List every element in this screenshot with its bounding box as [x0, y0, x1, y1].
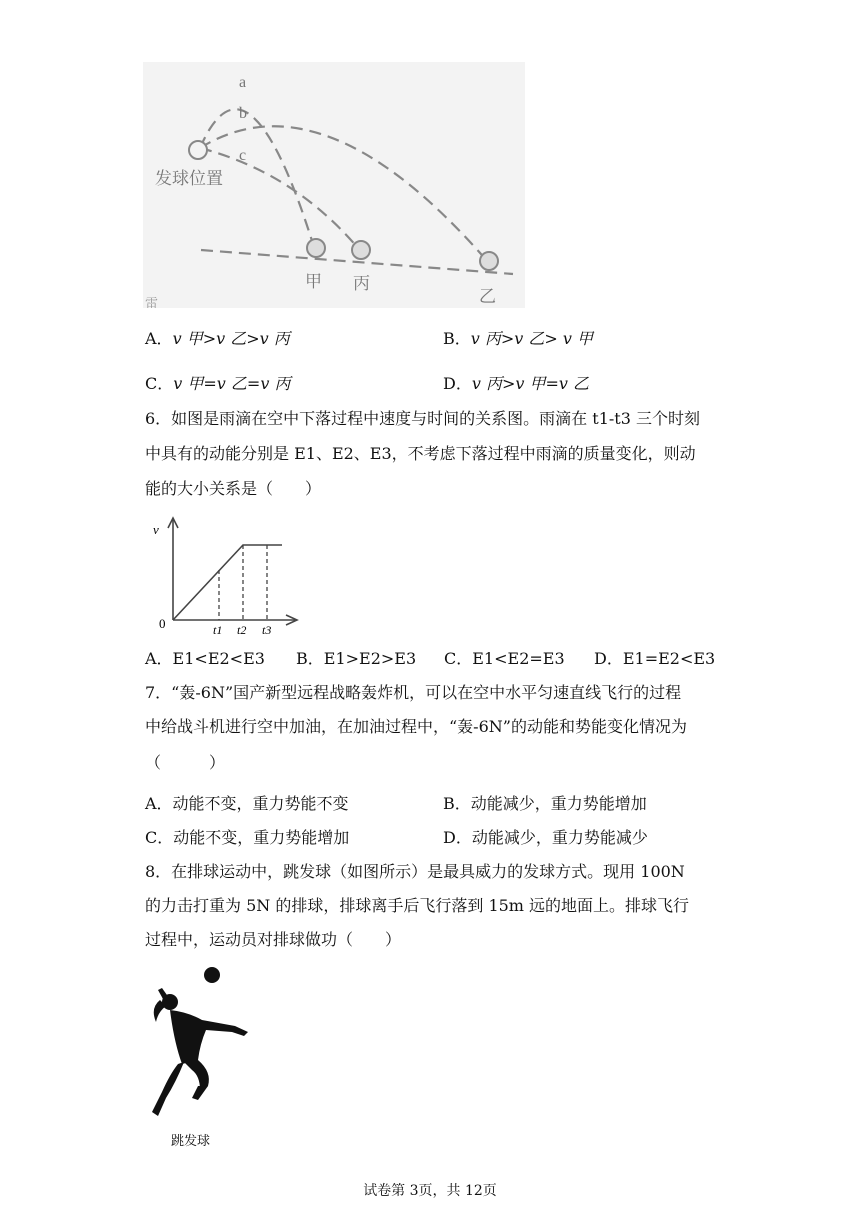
page-footer: 试卷第 3页，共 12页	[363, 1183, 497, 1199]
label-c: c	[239, 147, 247, 164]
label-b: b	[239, 105, 247, 122]
ball-yi	[480, 252, 498, 270]
label-jia: 甲	[305, 272, 322, 292]
q6-velocity-time-graph	[145, 512, 305, 636]
jump-serve-figure	[140, 960, 260, 1130]
q6-stem-line2: 中具有的动能分别是 E1、E2、E3，不考虑下落过程中雨滴的质量变化，则动	[145, 444, 696, 463]
q8-stem-line1: 8．在排球运动中，跳发球（如图所示）是最具威力的发球方式。现用 100N	[145, 862, 685, 881]
graph-v-label: v	[153, 522, 159, 537]
q6-option-a: A．E1<E2<E3	[145, 649, 265, 668]
q5-trajectory-figure	[143, 62, 525, 308]
q6-stem-line3: 能的大小关系是（ ）	[145, 479, 322, 498]
q6-option-d: D．E1=E2<E3	[594, 649, 716, 668]
label-yi: 乙	[479, 287, 496, 307]
q6-option-c: C．E1<E2=E3	[444, 649, 565, 668]
q7-option-a: A．动能不变，重力势能不变	[145, 794, 349, 813]
q7-stem-line1: 7．“轰-6N”国产新型远程战略轰炸机，可以在空中水平匀速直线飞行的过程	[145, 683, 682, 702]
q5-option-d-row: D．v 丙>v 甲=v 乙	[443, 374, 590, 393]
q5-option-a-row: A．v 甲>v 乙>v 丙	[145, 329, 290, 348]
ball-bing	[352, 241, 370, 259]
label-a: a	[239, 74, 247, 91]
ball-jia	[307, 239, 325, 257]
q6-option-b: B．E1>E2>E3	[296, 649, 417, 668]
velocity-line	[173, 545, 282, 620]
q7-option-b: B．动能减少，重力势能增加	[443, 794, 647, 813]
q5-option-c-row: C．v 甲=v 乙=v 丙	[145, 374, 291, 393]
q7-stem-line3: （ ）	[145, 753, 226, 772]
volleyball-icon	[204, 967, 220, 983]
q7-stem-line2: 中给战斗机进行空中加油，在加油过程中，“轰-6N”的动能和势能变化情况为	[145, 717, 687, 736]
path-c	[200, 148, 358, 248]
q7-option-d: D．动能减少，重力势能减少	[443, 828, 648, 847]
serve-ball	[189, 141, 207, 159]
q5-option-b-row: B．v 丙>v 乙> v 甲	[443, 329, 594, 348]
graph-t1-label: t1	[213, 623, 223, 636]
q8-stem-line2: 的力击打重为 5N 的排球，排球离手后飞行落到 15m 远的地面上。排球飞行	[145, 896, 690, 915]
player-silhouette	[152, 988, 248, 1116]
graph-origin-label: 0	[159, 616, 166, 631]
figure-caption: 跳发球	[171, 1134, 211, 1149]
q8-stem-line3: 过程中，运动员对排球做功（ ）	[145, 930, 402, 949]
graph-t2-label: t2	[237, 623, 247, 636]
label-serve-position: 发球位置	[155, 169, 223, 189]
q6-stem-line1: 6．如图是雨滴在空中下落过程中速度与时间的关系图。雨滴在 t1-t3 三个时刻	[145, 409, 700, 428]
q7-option-c: C．动能不变，重力势能增加	[145, 828, 350, 847]
label-corner: 雷	[145, 297, 159, 308]
trajectory-diagram	[143, 62, 525, 308]
graph-t3-label: t3	[262, 623, 272, 636]
label-bing: 丙	[353, 274, 370, 294]
